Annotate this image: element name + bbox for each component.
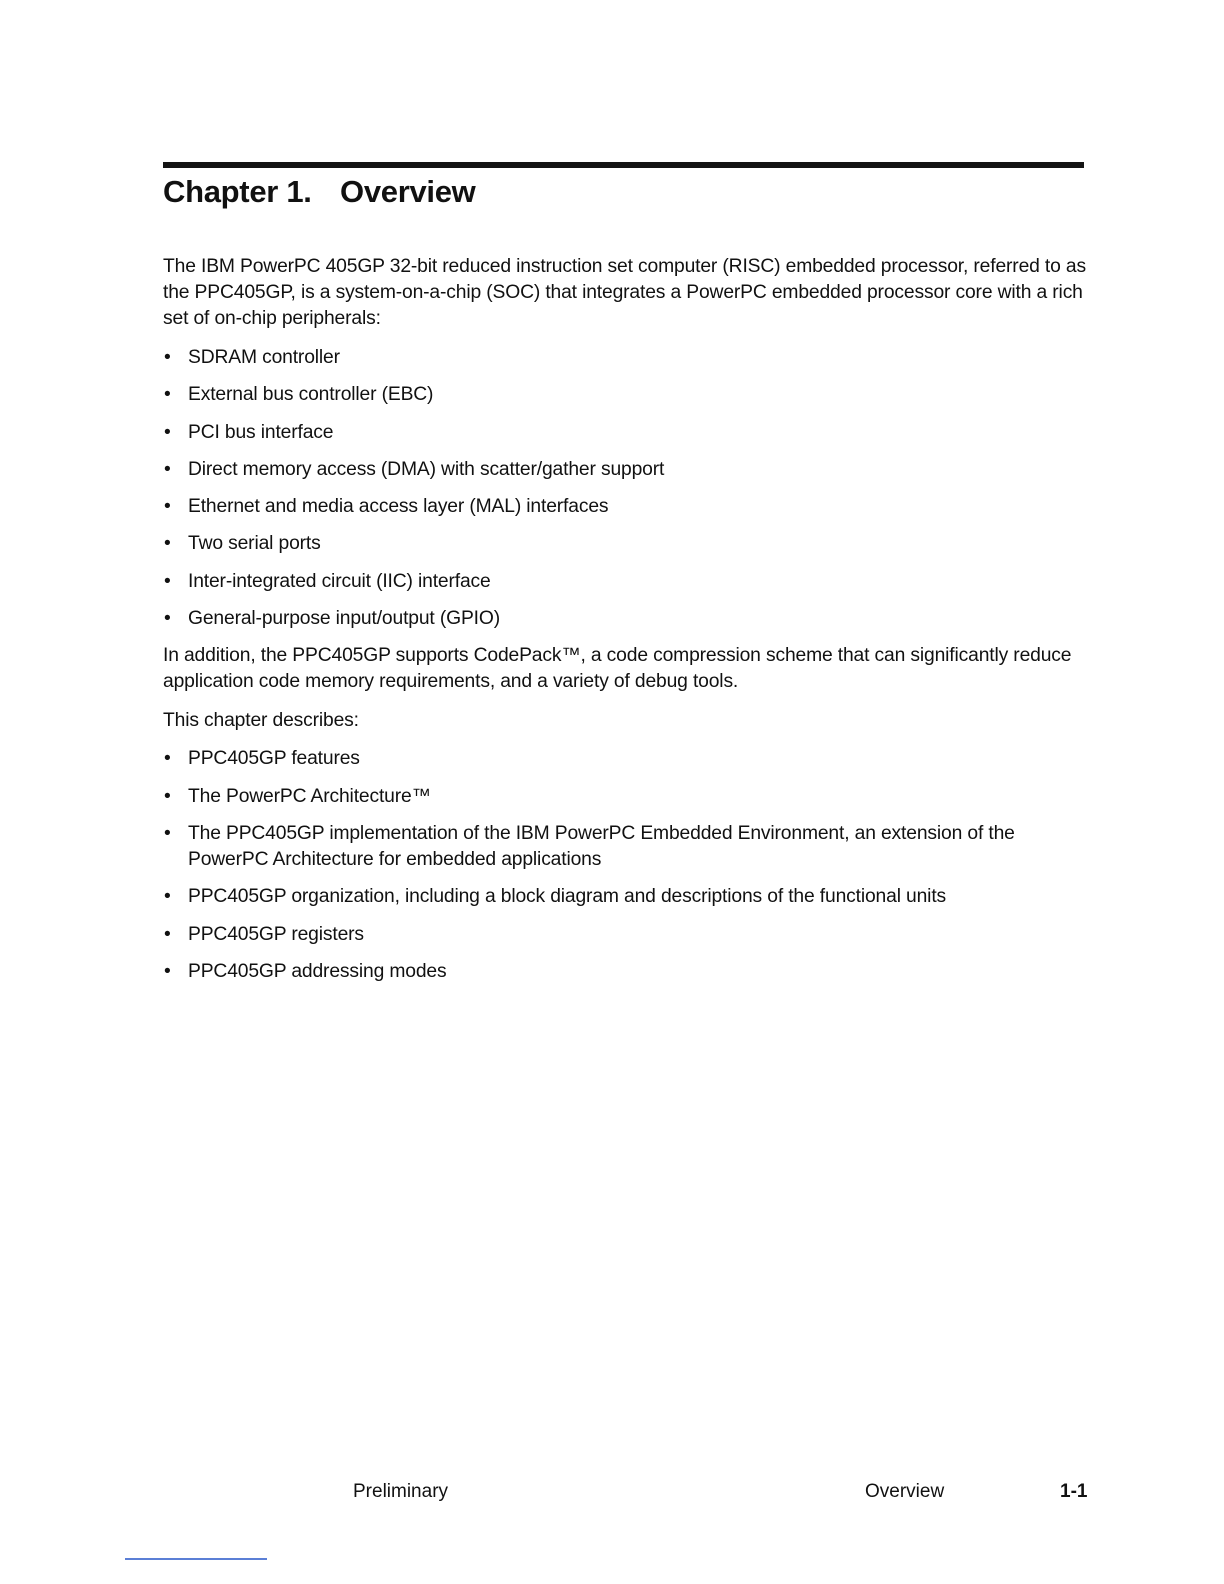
- list-item-text: SDRAM controller: [188, 347, 340, 368]
- bullet-icon: •: [164, 822, 171, 844]
- list-item: [163, 531, 1088, 557]
- list-item-text: Direct memory access (DMA) with scatter/gather support: [188, 458, 665, 480]
- chapter-name: Overview: [340, 174, 476, 209]
- bullet-icon: •: [164, 570, 171, 592]
- bullet-icon: •: [164, 886, 171, 908]
- list-item: [163, 606, 1088, 632]
- bullet-icon: •: [164, 923, 171, 945]
- describes-paragraph: This chapter describes:: [163, 710, 359, 732]
- chapter-title: [163, 172, 475, 212]
- list-item-text: External bus controller (EBC): [188, 384, 434, 406]
- bullet-icon: •: [164, 384, 171, 406]
- addition-paragraph: In addition, the PPC405GP supports CodePack™, a code compression scheme that can significantly reduce application code memory requirements, and a variety of debug tools.: [163, 645, 1072, 693]
- bullet-icon: •: [164, 496, 171, 518]
- bullet-icon: •: [164, 785, 171, 807]
- bullet-icon: •: [164, 608, 171, 630]
- scan-artifact-line: [125, 1558, 267, 1560]
- page-body: [163, 254, 1088, 996]
- bullet-icon: •: [164, 458, 171, 480]
- footer-status: Preliminary: [353, 1481, 449, 1502]
- list-item-text: PPC405GP organization, including a block diagram and descriptions of the functional units: [188, 886, 947, 908]
- list-item: [163, 457, 1088, 483]
- list-item-text: PPC405GP features: [188, 748, 360, 770]
- bullet-icon: •: [164, 533, 171, 555]
- list-item-text: General-purpose input/output (GPIO): [188, 608, 500, 630]
- list-item: [163, 959, 1088, 985]
- footer-section: Overview: [865, 1481, 945, 1502]
- list-item: [163, 420, 1088, 446]
- bullet-icon: •: [164, 748, 171, 770]
- list-item: [163, 884, 1088, 910]
- list-item-text: Ethernet and media access layer (MAL) interfaces: [188, 496, 609, 518]
- list-item-text: The PPC405GP implementation of the IBM PowerPC Embedded Environment, an extension of the PowerPC Architecture for embedded applications: [188, 822, 1015, 870]
- list-item: [163, 382, 1088, 408]
- list-item-text: PCI bus interface: [188, 421, 334, 443]
- intro-paragraph: The IBM PowerPC 405GP 32-bit reduced instruction set computer (RISC) embedded processor, referred to as the PPC405GP, is a system-on-a-chip (SOC) that integrates a PowerPC embedded processor core with a rich set of on-chip peripherals:: [163, 256, 1086, 329]
- chapter-number: Chapter 1.: [163, 174, 312, 209]
- list-item-text: PPC405GP registers: [188, 923, 364, 945]
- list-item: [163, 922, 1088, 948]
- list-item: [163, 784, 1088, 810]
- list-item: [163, 494, 1088, 520]
- page-number: 1-1: [1060, 1481, 1088, 1502]
- bullet-icon: •: [164, 421, 171, 443]
- chapter-rule: [163, 162, 1084, 168]
- list-item-text: Inter-integrated circuit (IIC) interface: [188, 570, 491, 592]
- list-item: [163, 345, 1088, 371]
- list-item: [163, 746, 1088, 772]
- list-item: [163, 821, 1088, 873]
- bullet-icon: •: [164, 347, 171, 368]
- list-item-text: PPC405GP addressing modes: [188, 960, 447, 982]
- topic-list: [163, 746, 1088, 984]
- list-item-text: The PowerPC Architecture™: [188, 785, 431, 807]
- list-item-text: Two serial ports: [188, 533, 321, 555]
- list-item: [163, 569, 1088, 595]
- peripheral-list: [163, 345, 1088, 632]
- bullet-icon: •: [164, 960, 171, 982]
